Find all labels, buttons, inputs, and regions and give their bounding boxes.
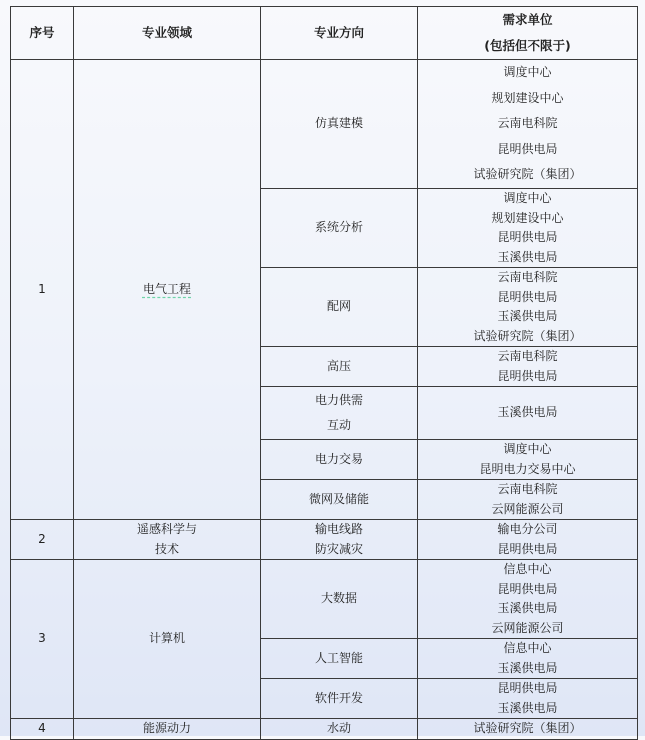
row-direction: 系统分析 (261, 189, 418, 268)
row-units: 信息中心 昆明供电局 玉溪供电局 云网能源公司 (418, 560, 638, 639)
row-units: 玉溪供电局 (418, 387, 638, 440)
row-direction: 软件开发 (261, 679, 418, 719)
row-units: 云南电科院 昆明供电局 玉溪供电局 试验研究院（集团） (418, 268, 638, 347)
row-direction: 配网 (261, 268, 418, 347)
row-units: 试验研究院（集团） (418, 719, 638, 740)
row-direction: 高压 (261, 347, 418, 387)
row-index: 1 (11, 60, 74, 520)
requirements-table (10, 6, 638, 740)
row-index: 2 (11, 520, 74, 560)
row-field: 计算机 (74, 560, 261, 719)
row-units: 昆明供电局 玉溪供电局 (418, 679, 638, 719)
row-index: 3 (11, 560, 74, 719)
header-units (418, 7, 638, 60)
header-index: 序号 (11, 7, 74, 60)
row-direction: 仿真建模 (261, 60, 418, 189)
table-row (11, 520, 638, 560)
header-units-note: (包括但不限于) (484, 38, 571, 53)
row-direction: 电力供需 互动 (261, 387, 418, 440)
row-units: 调度中心 规划建设中心 昆明供电局 玉溪供电局 (418, 189, 638, 268)
row-direction: 输电线路 防灾减灾 (261, 520, 418, 560)
row-units: 信息中心 玉溪供电局 (418, 639, 638, 679)
header-field: 专业领域 (74, 7, 261, 60)
row-field (74, 60, 261, 520)
row-units: 云南电科院 云网能源公司 (418, 480, 638, 520)
row-units: 云南电科院 昆明供电局 (418, 347, 638, 387)
table-row (11, 560, 638, 639)
row-field: 能源动力 (74, 719, 261, 740)
row-index: 4 (11, 719, 74, 740)
header-units-title: 需求单位 (502, 12, 553, 27)
header-row (11, 7, 638, 60)
row-units: 调度中心 昆明电力交易中心 (418, 440, 638, 480)
field-label: 电气工程 (142, 281, 191, 296)
row-direction: 大数据 (261, 560, 418, 639)
row-direction: 微网及储能 (261, 480, 418, 520)
row-direction: 人工智能 (261, 639, 418, 679)
table-row (11, 60, 638, 189)
row-field: 遥感科学与 技术 (74, 520, 261, 560)
header-direction: 专业方向 (261, 7, 418, 60)
row-direction: 水动 (261, 719, 418, 740)
row-units: 调度中心 规划建设中心 云南电科院 昆明供电局 试验研究院（集团） (418, 60, 638, 189)
row-units: 输电分公司 昆明供电局 (418, 520, 638, 560)
row-direction: 电力交易 (261, 440, 418, 480)
